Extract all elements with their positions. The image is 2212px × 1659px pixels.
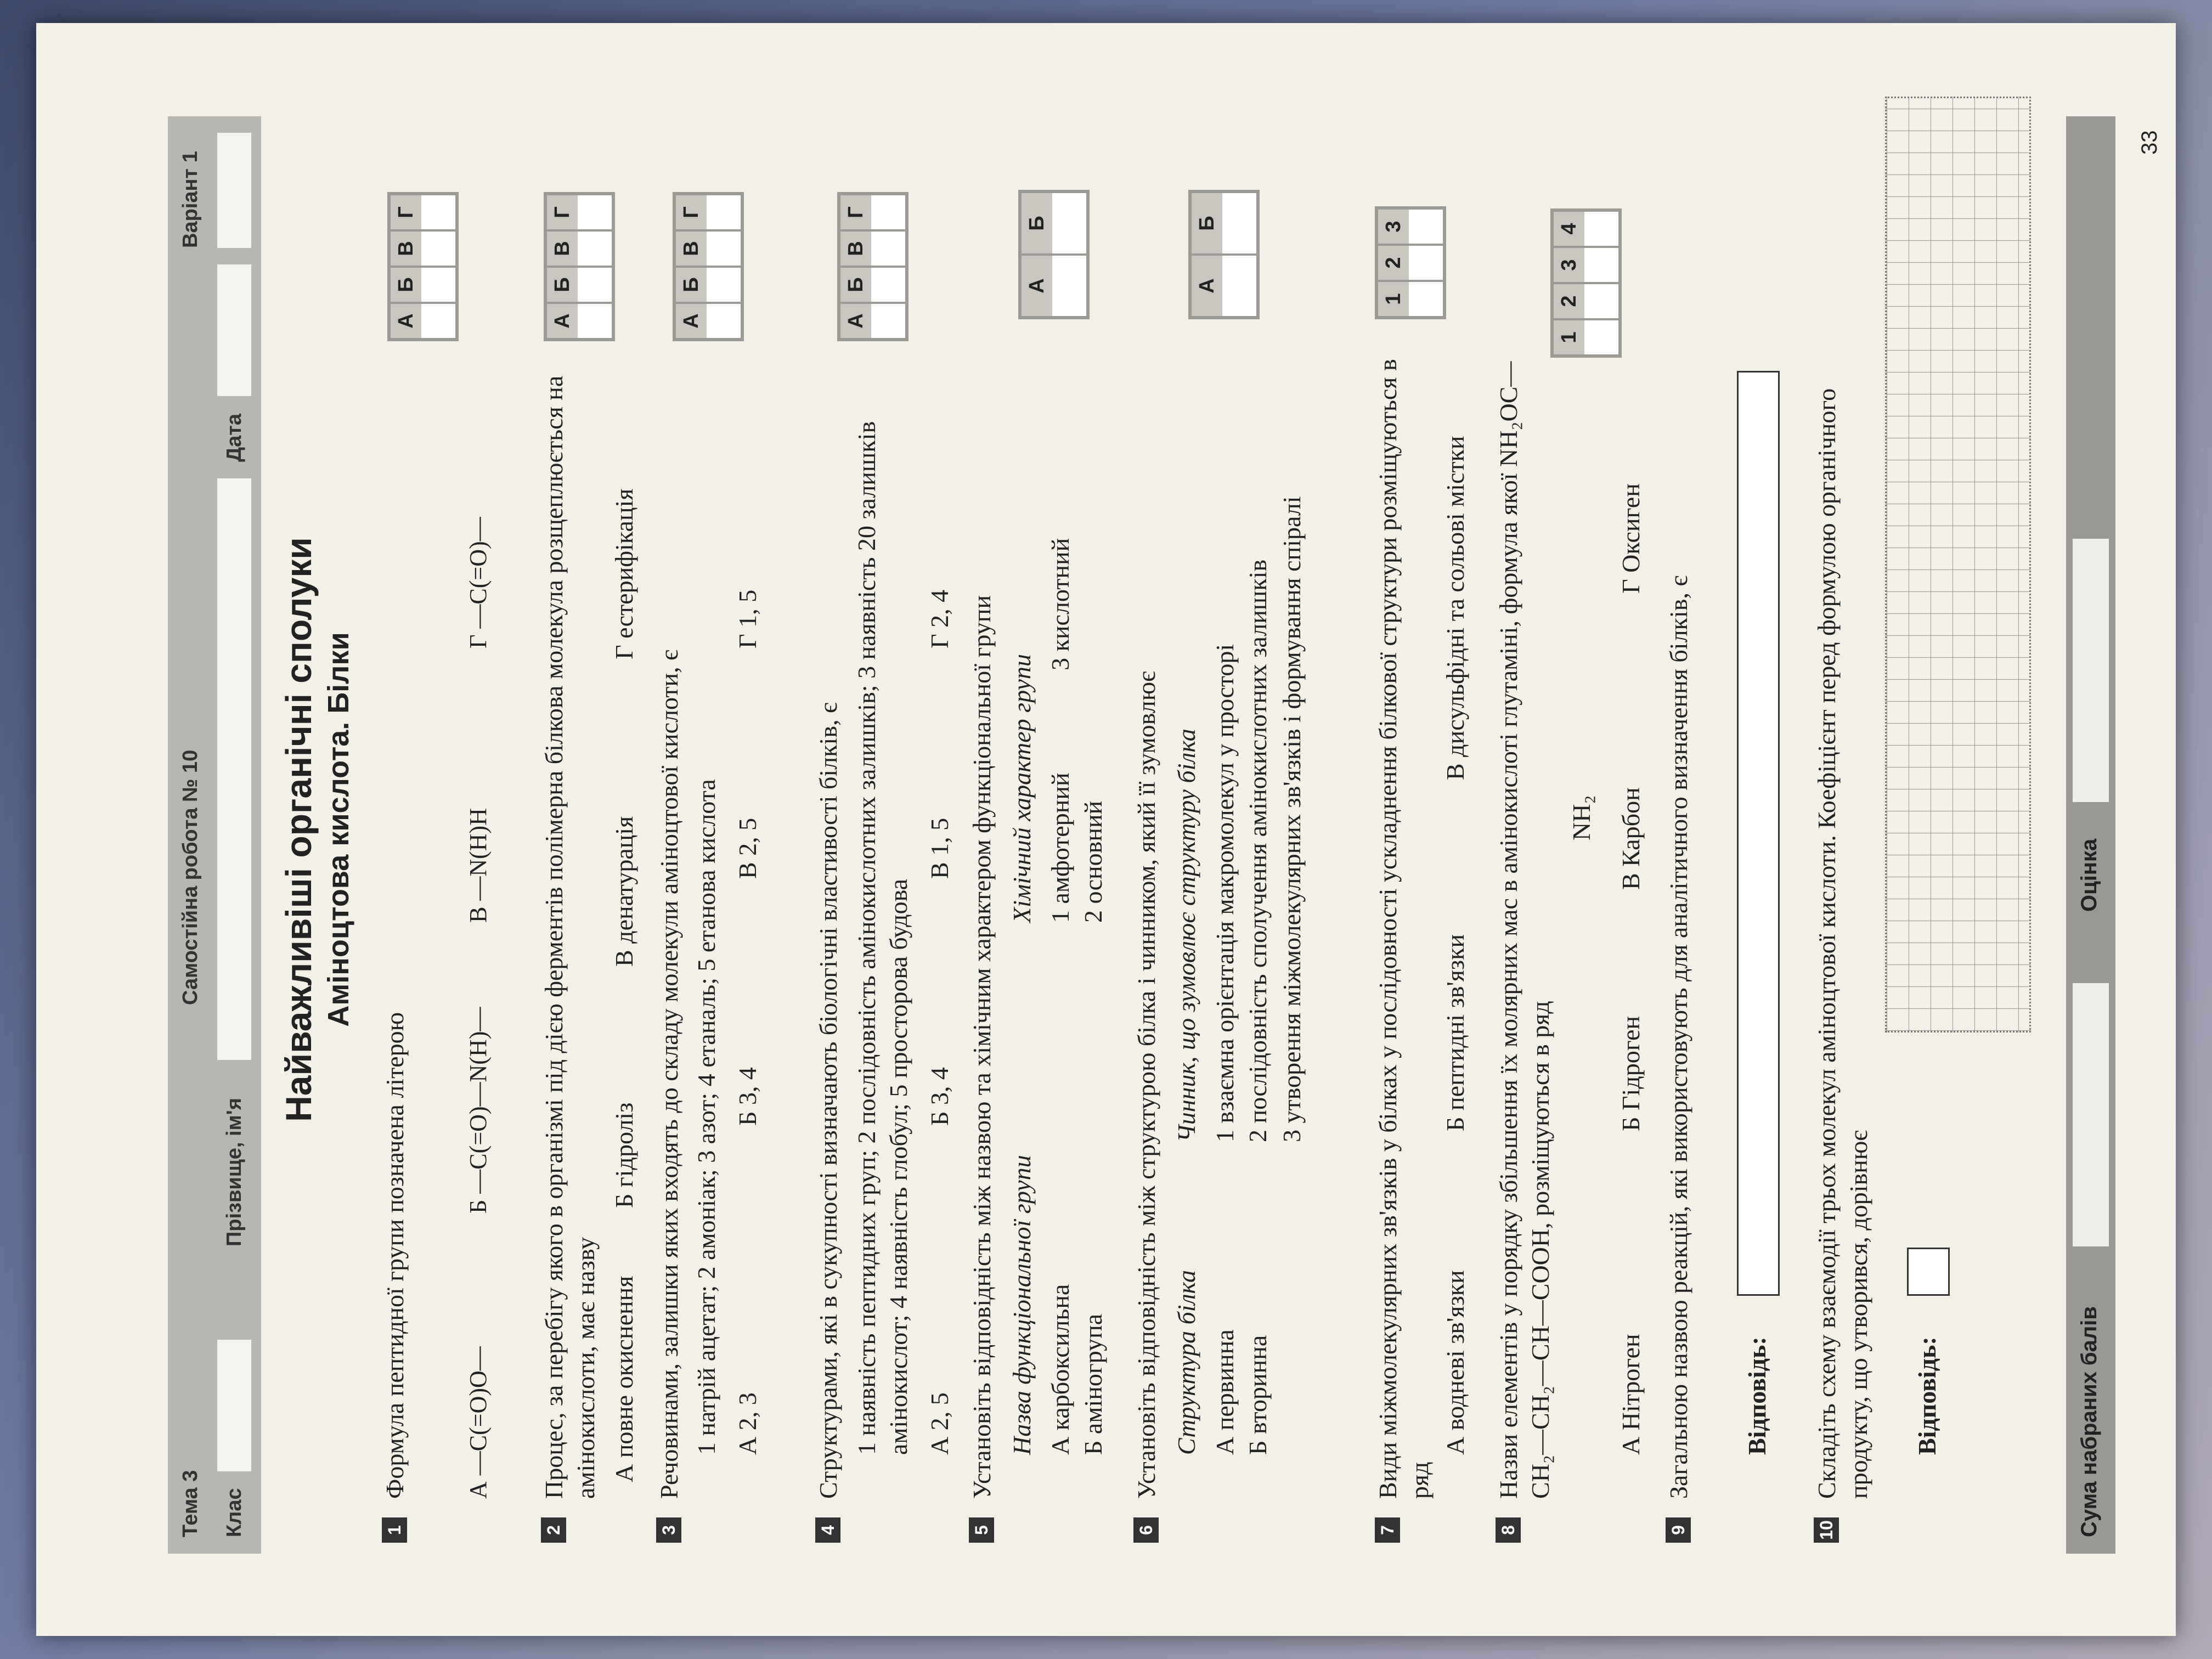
question-text-3: Речовинами, залишки яких входять до складу молекули аміноцтової кислоти, є — [655, 650, 683, 1499]
grid-header: А — [547, 304, 578, 338]
q5-col1-head: Назва функціональної групи — [1008, 1155, 1036, 1455]
q5-col2-3: 3 кислотний — [1046, 538, 1074, 670]
grid-header: 3 — [1378, 210, 1409, 244]
variant-label: Варіант 1 — [179, 151, 202, 248]
page-subtitle: Аміноцтова кислота. Білки — [322, 632, 355, 1027]
q6-col1-a: А первинна — [1211, 1329, 1239, 1455]
q2-option-d: Г естерифікація — [610, 488, 638, 659]
surname-label: Прізвище, ім'я — [223, 1098, 246, 1246]
grid-header: А — [391, 304, 421, 338]
answer-cell[interactable] — [871, 268, 905, 302]
question-text-7: Види міжмолекулярних зв'язків у білках у послідовності ускладнення білкової структури розміщуються в ряд — [1374, 359, 1434, 1499]
question-number-8: 8 — [1496, 1517, 1521, 1543]
date-label: Дата — [223, 414, 246, 462]
question-text-10: Складіть схему взаємодії трьох молекул аміноцтової кислоти. Коефіцієнт перед формулою органічного продукту, що утворився, дорівнює — [1813, 388, 1872, 1499]
grid-header: А — [840, 304, 871, 338]
q10-answer-field[interactable] — [1907, 1248, 1950, 1296]
answer-cell[interactable] — [578, 304, 612, 338]
q1-option-a: А —C(=O)O— — [465, 1346, 492, 1499]
grid-header: В — [840, 232, 871, 266]
answer-cell[interactable] — [1409, 210, 1443, 244]
question-number-5: 5 — [969, 1517, 994, 1543]
grid-header: Б — [547, 268, 578, 302]
answer-cell[interactable] — [707, 195, 741, 229]
answer-cell[interactable] — [871, 304, 905, 338]
answer-cell[interactable] — [1584, 248, 1618, 282]
q6-col2-head: Чинник, що зумовлює структуру білка — [1172, 729, 1200, 1142]
q7-option-b: Б пептидні зв'язки — [1441, 934, 1469, 1131]
grid-header: Г — [391, 195, 421, 229]
question-number-3: 3 — [656, 1517, 681, 1543]
question-text-6: Установіть відповідність між структурою білка і чинником, який її зумовлює — [1132, 671, 1160, 1499]
header-bar — [168, 116, 261, 1554]
answer-cell[interactable] — [1584, 284, 1618, 318]
answer-cell[interactable] — [421, 232, 455, 266]
klas-field[interactable] — [217, 1340, 251, 1471]
answer-cell[interactable] — [1052, 256, 1086, 316]
question-text-9: Загальною назвою реакцій, які використовують для аналітичного визначення білків, є — [1664, 575, 1692, 1499]
grid-header: 2 — [1554, 284, 1584, 318]
question-number-10: 10 — [1814, 1517, 1839, 1543]
grade-label: Оцінка — [2077, 838, 2101, 912]
answer-cell[interactable] — [1222, 256, 1256, 316]
answer-grid-4 — [837, 192, 909, 341]
q4-items: 1 наявність пептидних груп; 2 послідовність амінокислотних залишків; 3 наявність 20 залишків амінокислот; 4 наявність глобул; 5 просторова будова — [853, 421, 912, 1455]
answer-cell[interactable] — [1409, 282, 1443, 316]
answer-cell[interactable] — [578, 232, 612, 266]
q3-option-c: В 2, 5 — [733, 817, 761, 879]
grid-header: Б — [1022, 193, 1052, 253]
answer-cell[interactable] — [578, 195, 612, 229]
answer-cell[interactable] — [1222, 193, 1256, 253]
grid-header: 1 — [1554, 320, 1584, 354]
answer-grid-6 — [1188, 190, 1260, 319]
grid-header: Б — [1192, 193, 1222, 253]
q3-option-a: А 2, 3 — [733, 1392, 761, 1455]
work-title: Самостійна робота № 10 — [179, 749, 202, 1005]
answer-cell[interactable] — [421, 268, 455, 302]
footer-bar — [2066, 116, 2115, 1554]
grid-header: Б — [840, 268, 871, 302]
answer-cell[interactable] — [707, 268, 741, 302]
q4-option-c: В 1, 5 — [926, 817, 953, 879]
answer-grid-8 — [1550, 208, 1622, 358]
grid-header: 2 — [1378, 246, 1409, 280]
question-text-5: Установіть відповідність між назвою та хімічним характером функціональної групи — [968, 595, 996, 1499]
answer-cell[interactable] — [871, 232, 905, 266]
surname-field[interactable] — [217, 478, 251, 1060]
q5-col2-head: Хімічний характер групи — [1008, 654, 1036, 923]
grid-header: А — [1192, 256, 1222, 316]
question-text-8: Назви елементів у порядку збільшення їх молярних мас в амінокислоті глутаміні, формула якої NH₂OC—CH₂—CH₂—CH—COOH, розміщуються в ряд — [1494, 361, 1554, 1499]
sum-label: Сума набраних балів — [2077, 1306, 2101, 1537]
q8-option-a: А Нітроген — [1617, 1334, 1645, 1455]
page-number: 33 — [2137, 130, 2162, 155]
answer-cell[interactable] — [1584, 320, 1618, 354]
q6-col1-b: Б вторинна — [1244, 1335, 1272, 1455]
q9-answer-field[interactable] — [1737, 371, 1780, 1296]
grid-header: В — [391, 232, 421, 266]
answer-cell[interactable] — [1584, 212, 1618, 246]
q4-option-a: А 2, 5 — [926, 1392, 953, 1455]
variant-field[interactable] — [217, 133, 251, 248]
tema-label: Тема 3 — [179, 1470, 202, 1537]
question-text-4: Структурами, які в сукупності визначають біологічні властивості білків, є — [814, 702, 842, 1499]
q5-col1-a: А карбоксильна — [1046, 1284, 1074, 1455]
q8-option-d: Г Оксиген — [1617, 483, 1645, 594]
answer-cell[interactable] — [707, 232, 741, 266]
q1-option-d: Г —C(=O)— — [465, 517, 492, 648]
q3-items: 1 натрій ацетат; 2 амоніак; 3 азот; 4 етаналь; 5 етанова кислота — [692, 779, 720, 1455]
question-number-1: 1 — [382, 1517, 407, 1543]
q5-col2-1: 1 амфотерний — [1046, 772, 1074, 923]
q8-option-c: В Карбон — [1617, 787, 1645, 890]
q8-nh2-subscript: NH₂ — [1567, 795, 1595, 840]
q3-option-d: Г 1, 5 — [733, 589, 761, 648]
grid-header: А — [676, 304, 707, 338]
q1-formulas — [431, 402, 519, 1499]
q9-answer-label: Відповідь: — [1743, 1336, 1771, 1455]
grid-header: 3 — [1554, 248, 1584, 282]
sum-field[interactable] — [2073, 983, 2109, 1246]
answer-cell[interactable] — [707, 304, 741, 338]
answer-grid-7 — [1375, 206, 1446, 319]
q4-option-b: Б 3, 4 — [926, 1067, 953, 1126]
answer-cell[interactable] — [1052, 193, 1086, 253]
grid-header: В — [676, 232, 707, 266]
answer-grid-2 — [544, 192, 615, 341]
question-number-6: 6 — [1133, 1517, 1159, 1543]
q6-col1-head: Структура білка — [1172, 1269, 1200, 1455]
grid-header: А — [1022, 256, 1052, 316]
q8-option-b: Б Гідроген — [1617, 1016, 1645, 1131]
question-text-2: Процес, за перебігу якого в організмі під дією ферментів полімерна білкова молекула розщеплюється на амінокислоти, має назву — [540, 375, 600, 1499]
q2-option-a: А повне окиснення — [610, 1276, 638, 1482]
question-text-1: Формула пептидної групи позначена літерою — [381, 1012, 409, 1499]
grid-header: Б — [676, 268, 707, 302]
q5-col1-b: Б аміногрупа — [1079, 1313, 1107, 1455]
answer-cell[interactable] — [421, 195, 455, 229]
grid-header: 4 — [1554, 212, 1584, 246]
question-number-4: 4 — [815, 1517, 840, 1543]
date-field[interactable] — [217, 264, 251, 396]
q7-option-a: А водневі зв'язки — [1441, 1270, 1469, 1455]
answer-grid-1 — [387, 192, 459, 341]
q1-option-c: В —N(H)H — [465, 808, 492, 923]
q2-option-c: В денатурація — [610, 816, 638, 967]
q10-answer-label: Відповідь: — [1913, 1336, 1941, 1455]
question-number-9: 9 — [1666, 1517, 1691, 1543]
grade-field[interactable] — [2073, 539, 2109, 802]
answer-cell[interactable] — [871, 195, 905, 229]
grid-header: Г — [547, 195, 578, 229]
grid-header: Г — [676, 195, 707, 229]
q6-col2-2: 2 послідовність сполучення амінокислотних залишків — [1244, 559, 1272, 1142]
q1-option-b: Б —C(=O)—N(H)— — [465, 1007, 492, 1214]
grid-header: Г — [840, 195, 871, 229]
q6-col2-3: 3 утворення міжмолекулярних зв'язків і формування спіралі — [1278, 496, 1306, 1142]
worksheet-page — [36, 23, 2176, 1636]
page-title: Найважливіші органічні сполуки — [278, 537, 319, 1122]
answer-cell[interactable] — [578, 268, 612, 302]
q5-col2-2: 2 основний — [1079, 800, 1107, 923]
grid-header: В — [547, 232, 578, 266]
question-number-2: 2 — [541, 1517, 566, 1543]
grid-header: Б — [391, 268, 421, 302]
answer-grid-5 — [1018, 190, 1090, 319]
answer-cell[interactable] — [421, 304, 455, 338]
question-number-7: 7 — [1375, 1517, 1400, 1543]
q6-col2-1: 1 взаємна орієнтація макромолекул у просторі — [1211, 644, 1239, 1142]
grid-header: 1 — [1378, 282, 1409, 316]
answer-cell[interactable] — [1409, 246, 1443, 280]
q10-scratch-grid[interactable] — [1885, 97, 2031, 1032]
q2-option-b: Б гідроліз — [610, 1102, 638, 1208]
q7-option-c: В дисульфідні та сольові містки — [1441, 436, 1469, 780]
answer-grid-3 — [673, 192, 744, 341]
q3-option-b: Б 3, 4 — [733, 1067, 761, 1126]
q4-option-d: Г 2, 4 — [926, 589, 953, 648]
klas-label: Клас — [223, 1488, 246, 1537]
